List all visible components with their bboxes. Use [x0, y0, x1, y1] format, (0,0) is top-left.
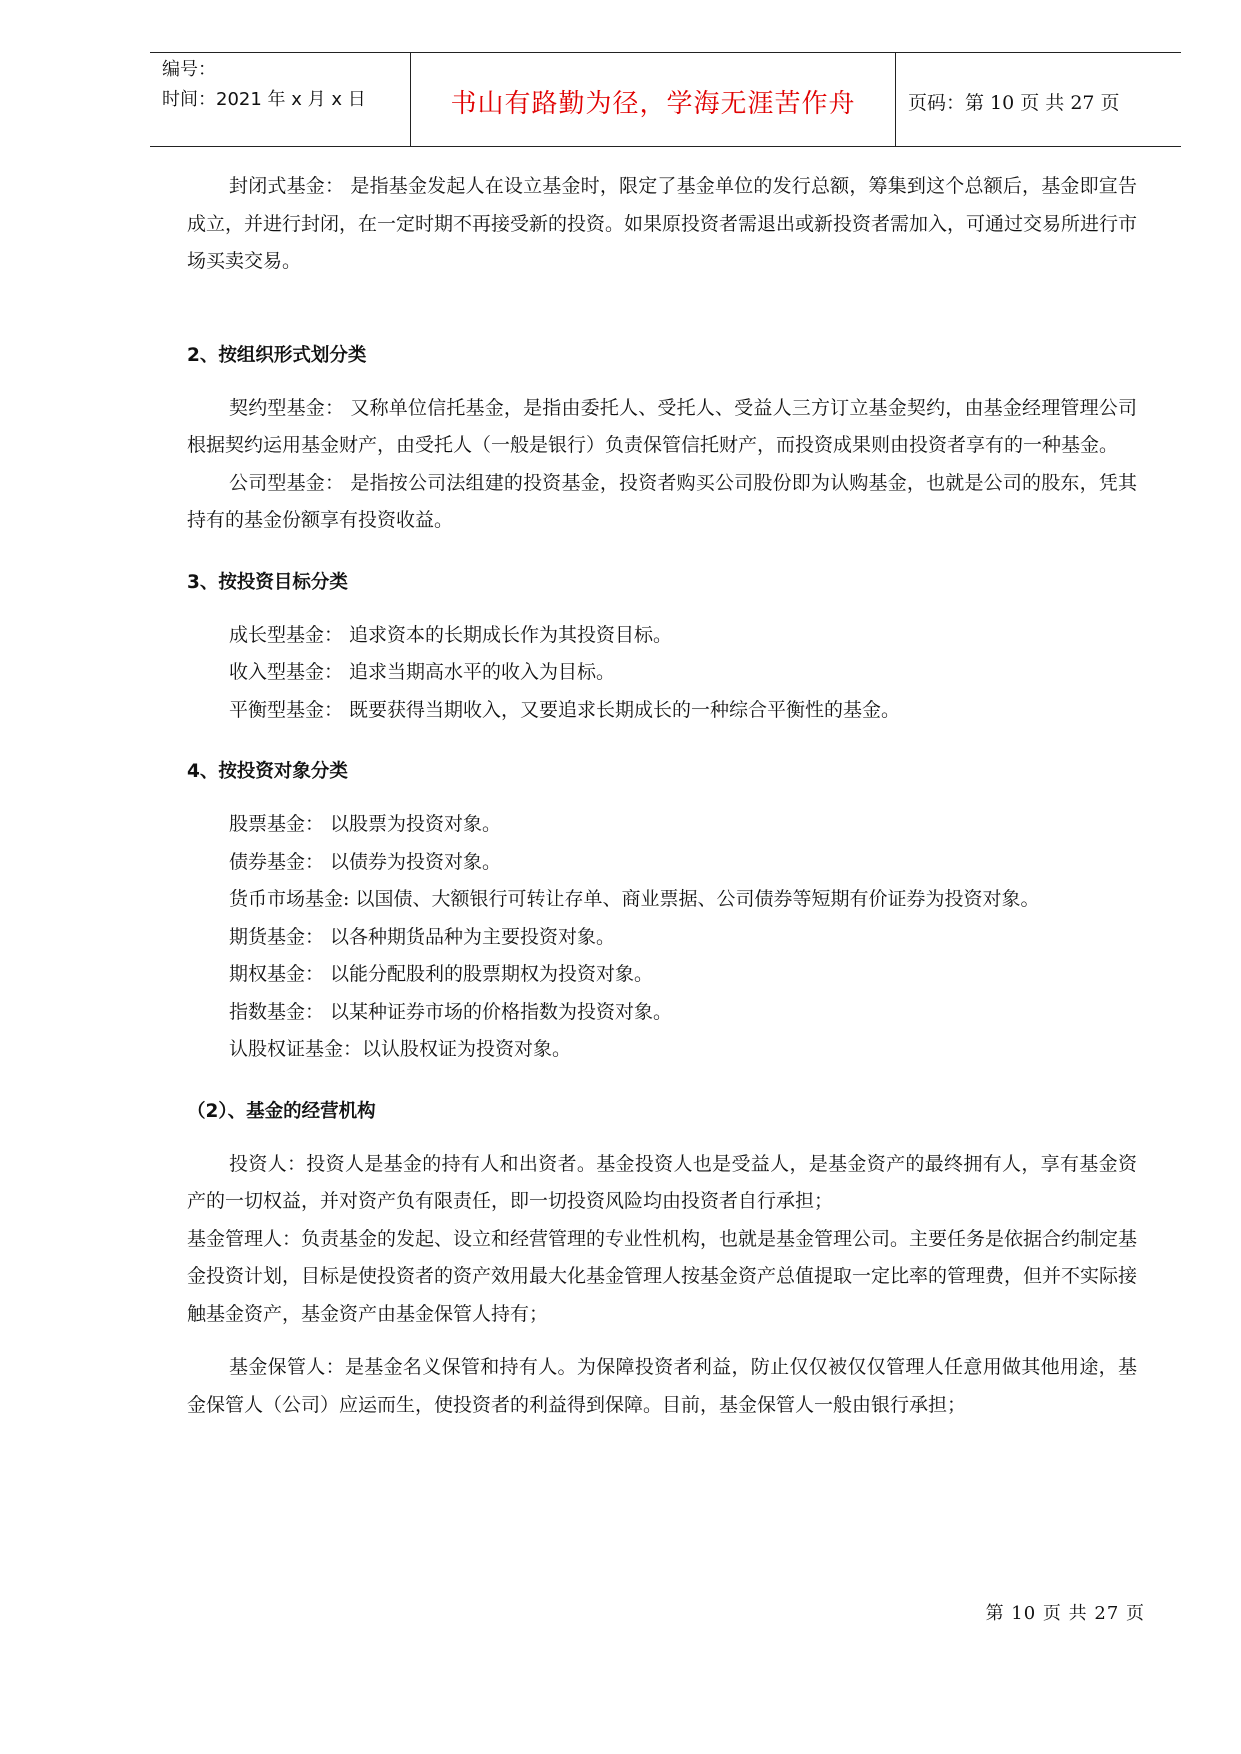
header-left-cell	[150, 53, 410, 146]
header-page-label: 页码：第 10 页 共 27 页	[908, 92, 1120, 114]
section-heading-target: 4、按投资对象分类	[187, 761, 348, 782]
bond-fund-item: 债券基金： 以债券为投资对象。	[229, 850, 502, 873]
growth-fund-item: 成长型基金： 追求资本的长期成长作为其投资目标。	[229, 623, 673, 646]
money-market-fund-item: 货币市场基金: 以国债、大额银行可转让存单、商业票据、公司债券等短期有价证券为投资对象。	[229, 888, 1040, 910]
futures-fund-item: 期货基金： 以各种期货品种为主要投资对象。	[229, 925, 616, 948]
section-heading-organization: 2、按组织形式划分类	[187, 344, 367, 366]
company-fund-paragraph: 公司型基金： 是指按公司法组建的投资基金，投资者购买公司股份即为认购基金，也就是公司的股东，凭其持有的基金份额享有投资收益。	[187, 471, 1137, 531]
investor-paragraph: 投资人：投资人是基金的持有人和出资者。基金投资人也是受益人，是基金资产的最终拥有人，享有基金资产的一切权益，并对资产负有限责任，即一切投资风险均由投资者自行承担；	[187, 1152, 1137, 1212]
manager-paragraph: 基金管理人：负责基金的发起、设立和经营管理的专业性机构，也就是基金管理公司。主要任务是依据合约制定基金投资计划，目标是使投资者的资产效用最大化基金管理人按基金资产总值提取一定比率的管理费，但并不实际接触基金资产，基金资产由基金保管人持有；	[187, 1227, 1138, 1325]
index-fund-item: 指数基金： 以某种证券市场的价格指数为投资对象。	[229, 1000, 673, 1023]
section-heading-objective: 3、按投资目标分类	[187, 571, 348, 593]
page-footer: 第 10 页 共 27 页	[985, 1603, 1145, 1624]
header-motto-cell	[410, 53, 896, 146]
warrant-fund-item: 认股权证基金：以认股权证为投资对象。	[229, 1038, 572, 1060]
header-page-cell	[896, 53, 1181, 146]
document-body	[187, 168, 1137, 1424]
closed-fund-paragraph: 封闭式基金： 是指基金发起人在设立基金时，限定了基金单位的发行总额，筹集到这个总额后，基金即宣告成立，并进行封闭，在一定时期不再接受新的投资。如果原投资者需退出或新投资者需加入，可通过交易所进行市场买卖交易。	[187, 175, 1138, 272]
custodian-paragraph: 基金保管人：是基金名义保管和持有人。为保障投资者利益，防止仅仅被仅仅管理人任意用做其他用途，基金保管人（公司）应运而生，使投资者的利益得到保障。目前，基金保管人一般由银行承担；	[187, 1356, 1137, 1416]
stock-fund-item: 股票基金： 以股票为投资对象。	[229, 813, 502, 835]
income-fund-item: 收入型基金： 追求当期高水平的收入为目标。	[229, 661, 616, 683]
contract-fund-paragraph: 契约型基金： 又称单位信托基金，是指由委托人、受托人、受益人三方订立基金契约，由基金经理管理公司根据契约运用基金财产，由受托人（一般是银行）负责保管信托财产，而投资成果则由投资者享有的一种基金。	[187, 396, 1137, 456]
header-motto: 书山有路勤为径，学海无涯苦作舟	[450, 89, 856, 119]
options-fund-item: 期权基金： 以能分配股利的股票期权为投资对象。	[229, 963, 654, 985]
document-number-label: 编号：	[162, 59, 216, 80]
page-header	[150, 52, 1181, 147]
balanced-fund-item: 平衡型基金： 既要获得当期收入，又要追求长期成长的一种综合平衡性的基金。	[229, 698, 901, 721]
document-time-label: 时间：2021 年 x 月 x 日	[162, 89, 366, 110]
section-heading-institutions: （2）、基金的经营机构	[187, 1100, 376, 1122]
